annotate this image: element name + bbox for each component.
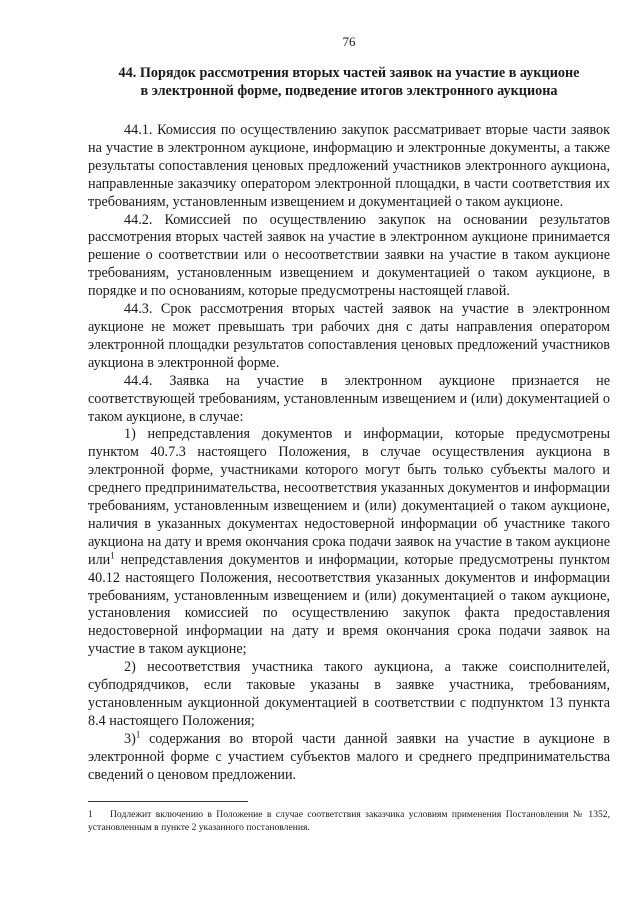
list-item-3-prefix: 3) xyxy=(124,730,136,747)
list-item-2: 2) несоответствия участника такого аукциона, а также соисполнителей, субподрядчиков, если таковые указаны в заявке участника, требованиям, установленным аукционной документацией в соответствии с подпунктом 13 пункта 8.4 настоящего Положения; xyxy=(88,659,610,729)
list-item-3 xyxy=(88,731,610,785)
section-heading-line-2: в электронной форме, подведение итогов электронного аукциона xyxy=(140,83,558,99)
document-page xyxy=(88,34,610,834)
footnote-text: Подлежит включению в Положение в случае соответствия заказчика условиям применения Постановления № 1352, установленным в пункте 2 указанного постановления. xyxy=(88,808,610,833)
footnote-reference[interactable]: 1 xyxy=(110,550,115,561)
paragraph-44-4: 44.4. Заявка на участие в электронном аукционе признается не соответствующей требованиям, установленным извещением и (или) документацией о таком аукционе, в случае: xyxy=(88,372,610,425)
page-number: 76 xyxy=(342,34,356,49)
list-item-1 xyxy=(88,426,610,659)
footnote-reference[interactable]: 1 xyxy=(135,729,141,740)
paragraph-44-3: 44.3. Срок рассмотрения вторых частей заявок на участие в электронном аукционе не может превышать три рабочих дня с даты направления оператором электронной площадки результатов сопоставления ценовых предложений участников аукциона в электронной форме. xyxy=(88,301,610,371)
footnote-mark: 1 xyxy=(88,808,93,820)
section-heading-line-1: 44. Порядок рассмотрения вторых частей заявок на участие в аукционе xyxy=(118,65,580,81)
paragraph-44-2: 44.2. Комиссией по осуществлению закупок на основании результатов рассмотрения вторых частей заявок на участие в электронном аукционе принимается решение о соответствии или о несоответствии заявки на участие в таком аукционе требованиям, установленным извещением и документацией о таком аукционе, в порядке и по основаниям, которые предусмотрены настоящей главой. xyxy=(88,211,610,300)
footnote xyxy=(88,808,610,834)
footnote-separator xyxy=(88,801,248,802)
list-item-3-text: содержания во второй части данной заявки на участие в аукционе в электронной форме с участием субъектов малого и среднего предпринимательства сведений о ценовом предложении. xyxy=(88,730,610,783)
list-item-1-part-2: непредставления документов и информации, которые предусмотрены пунктом 40.12 настоящего Положения, несоответствия указанных документов и информации требованиям, установленным извещением и (или) документацией о таком аукционе, установления комиссией по осуществлению закупок факта предоставления недостоверной информации на дату и время окончания срока подачи заявок на участие в таком аукционе; xyxy=(88,551,610,658)
section-heading xyxy=(88,64,610,100)
paragraph-44-1: 44.1. Комиссия по осуществлению закупок рассматривает вторые части заявок на участие в электронном аукционе, информацию и электронные документы, а также результаты сопоставления ценовых предложений участников электронного аукциона, направленные заказчику оператором электронной площадки, в части соответствия их требованиям, установленным извещением и документацией о таком аукционе. xyxy=(88,122,610,210)
list-item-1-part-1: 1) непредставления документов и информации, которые предусмотрены пунктом 40.7.3 настоящего Положения, в случае осуществления аукциона в электронной форме, участниками которого могут быть только субъекты малого и среднего предпринимательства, несоответствия указанных документов и информации требованиям, установленным извещением и (или) документацией о таком аукционе, наличия в указанных документах недостоверной информации об участнике такого аукциона на дату и время окончания срока подачи заявок на участие в таком аукционе или xyxy=(88,426,610,568)
